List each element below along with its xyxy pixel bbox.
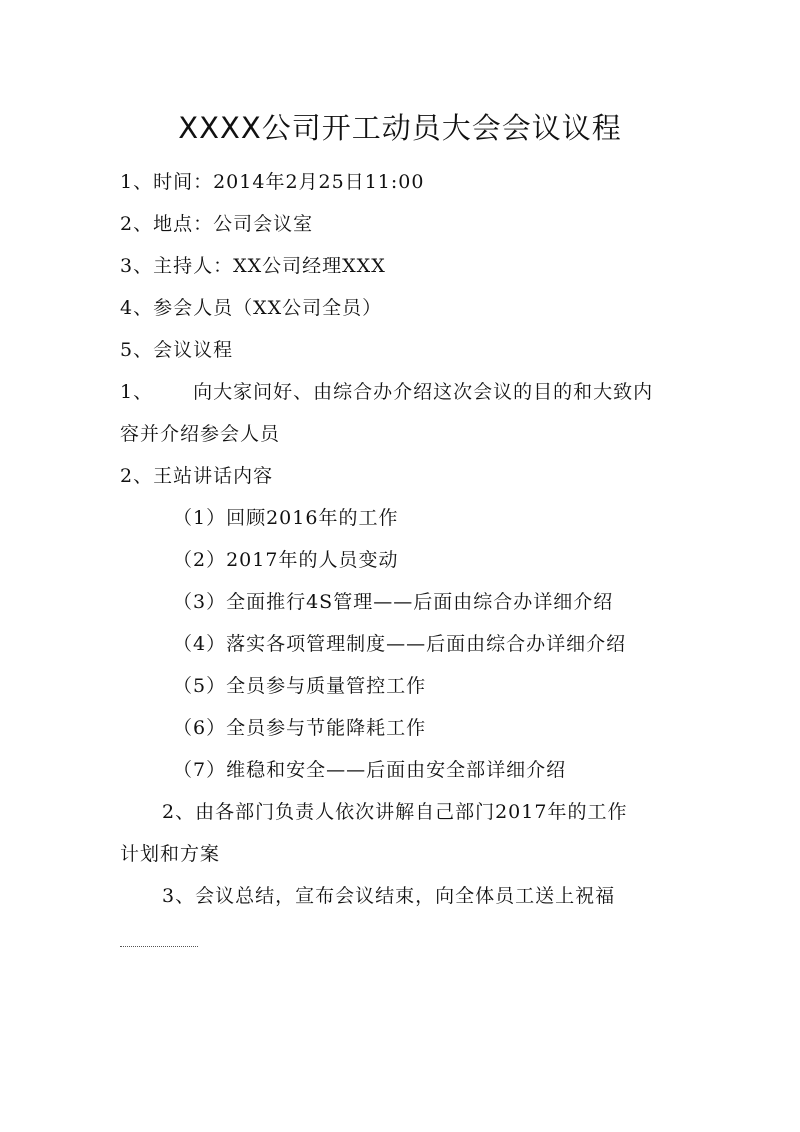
agenda-item-1 <box>120 378 653 406</box>
speech-point-3: （3）全面推行4S管理——后面由综合办详细介绍 <box>173 591 614 613</box>
speech-point-5: （5）全员参与质量管控工作 <box>173 675 427 697</box>
agenda-paragraph-2: 2、由各部门负责人依次讲解自己部门2017年的工作 <box>162 801 628 823</box>
speech-point-6: （6）全员参与节能降耗工作 <box>173 717 427 739</box>
agenda-paragraph-2-continuation: 计划和方案 <box>120 843 221 865</box>
speech-point-4: （4）落实各项管理制度——后面由综合办详细介绍 <box>173 633 627 655</box>
agenda-item-1-continuation: 容并介绍参会人员 <box>120 423 281 445</box>
document-title: XXXX公司开工动员大会会议议程 <box>178 111 622 145</box>
meeting-time: 1、时间：2014年2月25日11:00 <box>120 171 425 193</box>
footnote-divider <box>120 946 198 947</box>
agenda-heading: 5、会议议程 <box>120 339 234 361</box>
speech-point-7: （7）维稳和安全——后面由安全部详细介绍 <box>173 759 567 781</box>
speech-point-1: （1）回顾2016年的工作 <box>173 507 399 529</box>
meeting-place: 2、地点：公司会议室 <box>120 213 314 235</box>
speech-point-2: （2）2017年的人员变动 <box>173 549 399 571</box>
meeting-host: 3、主持人：XX公司经理XXX <box>120 255 386 277</box>
agenda-paragraph-3: 3、会议总结，宣布会议结束，向全体员工送上祝福 <box>162 885 616 907</box>
agenda-item-1-text: 向大家问好、由综合办介绍这次会议的目的和大致内 <box>193 381 654 403</box>
agenda-item-1-number: 1、 <box>120 381 154 403</box>
agenda-item-2: 2、王站讲话内容 <box>120 465 274 487</box>
meeting-attendees: 4、参会人员（XX公司全员） <box>120 297 383 319</box>
